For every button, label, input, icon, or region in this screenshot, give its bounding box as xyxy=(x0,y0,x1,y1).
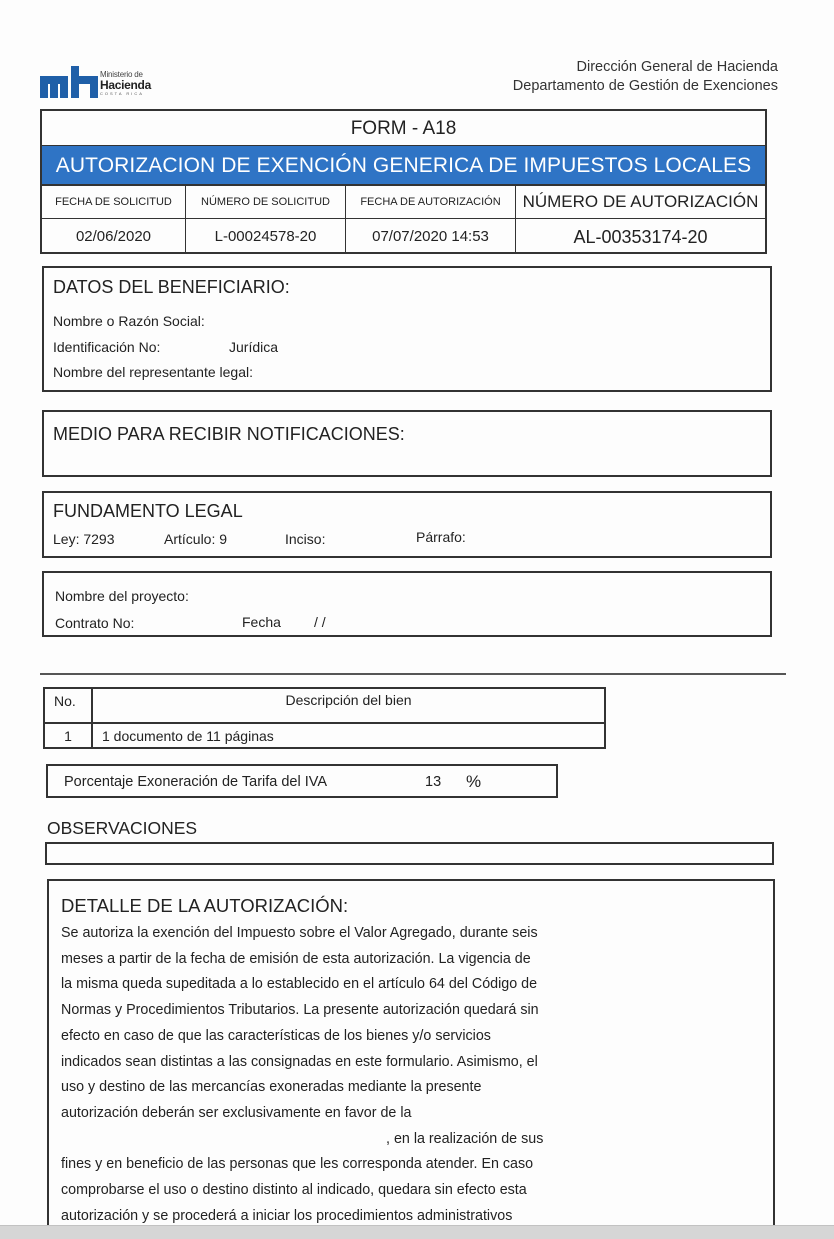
observaciones-title: OBSERVACIONES xyxy=(47,818,198,838)
value-numero-autorizacion: AL-00353174-20 xyxy=(573,227,708,247)
iva-label: Porcentaje Exoneración de Tarifa del IVA xyxy=(64,774,328,790)
parrafo-label: Párrafo: xyxy=(416,529,466,545)
section-divider xyxy=(40,673,786,675)
detalle-line: efecto en caso de que las características de los bienes y/o servicios xyxy=(61,1027,491,1044)
table-row xyxy=(45,724,604,749)
iva-unit: % xyxy=(466,772,482,791)
detalle-line: fines y en beneficio de las personas que les corresponda atender. En caso xyxy=(61,1156,534,1173)
header-fecha-autorizacion: FECHA DE AUTORIZACIÓN xyxy=(346,186,516,218)
identificacion-type: Jurídica xyxy=(229,339,279,355)
value-numero-solicitud: L-00024578-20 xyxy=(186,219,346,254)
detalle-line: uso y destino de las mercancías exoneradas mediante la presente xyxy=(61,1079,482,1096)
observaciones-field xyxy=(45,842,774,865)
detalle-line: , en la realización de sus xyxy=(386,1130,544,1147)
identificacion-label: Identificación No: xyxy=(53,339,161,355)
header-numero-solicitud: NÚMERO DE SOLICITUD xyxy=(186,186,346,218)
detalle-line: Se autoriza la exención del Impuesto sobre el Valor Agregado, durante seis xyxy=(61,925,538,941)
detalle-body xyxy=(61,921,601,1229)
form-title-band: AUTORIZACION DE EXENCIÓN GENERICA DE IMPUESTOS LOCALES xyxy=(42,145,765,186)
agency-line2: Departamento de Gestión de Exenciones xyxy=(512,78,778,94)
logo-line2: Hacienda xyxy=(100,78,151,92)
representante-legal-label: Nombre del representante legal: xyxy=(53,364,254,380)
iva-exoneracion-box xyxy=(46,764,558,798)
detalle-line: meses a partir de la fecha de emisión de esta autorización. La vigencia de xyxy=(61,950,531,967)
detalle-line: Normas y Procedimientos Tributarios. La presente autorización quedará sin xyxy=(61,1002,539,1019)
detalle-autorizacion-section xyxy=(47,879,775,1239)
fecha-value: / / xyxy=(314,614,326,630)
nombre-proyecto-label: Nombre del proyecto: xyxy=(55,588,189,604)
header-fecha-solicitud: FECHA DE SOLICITUD xyxy=(42,186,186,218)
agency-line1: Dirección General de Hacienda xyxy=(576,59,778,75)
logo-line1: Ministerio de xyxy=(100,70,143,79)
value-fecha-solicitud: 02/06/2020 xyxy=(42,219,186,254)
detalle-line: la misma queda supeditada a lo establecido en el artículo 64 del Código de xyxy=(61,976,538,993)
detalle-line: autorización deberán ser exclusivamente en favor de la xyxy=(61,1104,412,1121)
detalle-line: comprobarse el uso o destino distinto al indicado, quedara sin efecto esta xyxy=(61,1182,527,1199)
viewer-bottom-edge xyxy=(0,1225,834,1239)
value-fecha-autorizacion: 07/07/2020 14:53 xyxy=(346,219,516,254)
bienes-header-row xyxy=(45,689,604,724)
nombre-razon-social-label: Nombre o Razón Social: xyxy=(53,313,205,329)
notificaciones-title: MEDIO PARA RECIBIR NOTIFICACIONES: xyxy=(53,424,405,444)
notificaciones-section xyxy=(42,410,772,477)
logo-line3: COSTA RICA xyxy=(100,91,144,96)
contrato-label: Contrato No: xyxy=(55,615,135,631)
bienes-row-desc: 1 documento de 11 páginas xyxy=(102,728,274,744)
detalle-line: indicados sean distintas a las consignadas en este formulario. Asimismo, el xyxy=(61,1053,538,1070)
fundamento-title: FUNDAMENTO LEGAL xyxy=(53,501,243,521)
proyecto-section xyxy=(42,571,772,637)
bienes-header-desc: Descripción del bien xyxy=(285,692,412,708)
agency-header xyxy=(513,58,778,96)
iva-value: 13 xyxy=(425,774,442,790)
inciso-label: Inciso: xyxy=(285,531,326,547)
form-meta-values xyxy=(42,218,765,254)
fundamento-legal-section xyxy=(42,491,772,558)
beneficiario-title: DATOS DEL BENEFICIARIO: xyxy=(53,277,290,297)
detalle-line: autorización y se procederá a iniciar los procedimientos administrativos xyxy=(61,1207,513,1224)
bienes-table xyxy=(43,687,606,749)
ministerio-hacienda-logo xyxy=(40,64,170,102)
header-numero-autorizacion: NÚMERO DE AUTORIZACIÓN xyxy=(522,192,759,211)
form-meta-headers xyxy=(42,186,765,218)
bienes-row-no: 1 xyxy=(45,724,93,749)
fecha-label: Fecha xyxy=(242,614,281,630)
detalle-title: DETALLE DE LA AUTORIZACIÓN: xyxy=(61,895,349,916)
bienes-header-no: No. xyxy=(45,689,93,722)
beneficiario-section xyxy=(42,266,772,392)
articulo-value: Artículo: 9 xyxy=(164,531,228,547)
form-header-block xyxy=(40,109,767,254)
ley-value: Ley: 7293 xyxy=(53,531,115,547)
mh-logo-icon xyxy=(40,64,100,100)
form-code: FORM - A18 xyxy=(350,118,457,139)
